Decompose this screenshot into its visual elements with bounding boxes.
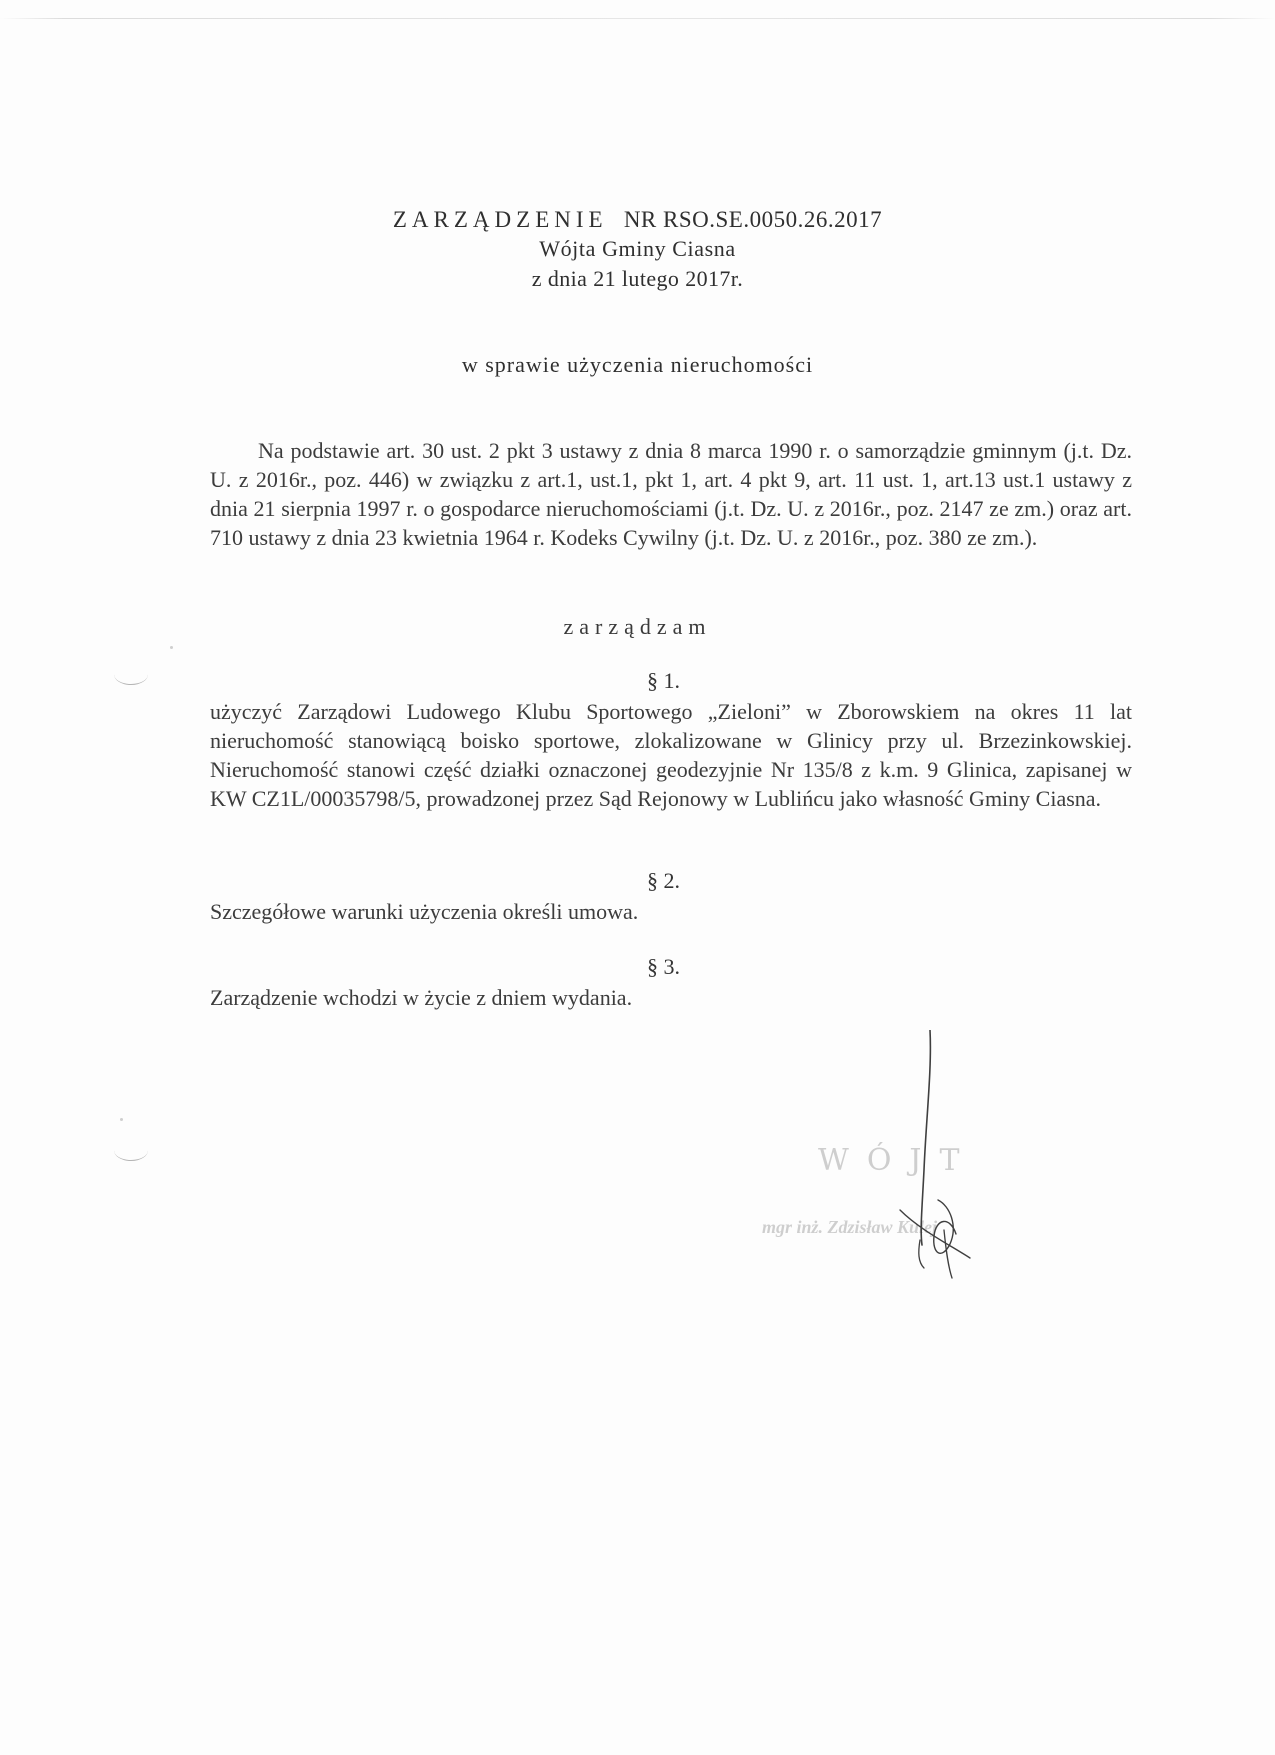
stamp-name: mgr inż. Zdzisław Kulej <box>762 1217 938 1237</box>
stamp-title: WÓJT <box>818 1143 978 1178</box>
section-mark-3: § 3. <box>647 954 680 979</box>
document-date: z dnia 21 lutego 2017r. <box>531 266 744 291</box>
decree-word: zarządzam <box>563 614 712 639</box>
scan-speck <box>170 646 173 649</box>
legal-basis-paragraph: Na podstawie art. 30 ust. 2 pkt 3 ustawy z dnia 8 marca 1990 r. o samorządzie gminnym (j.t. Dz. U. z 2016r., poz. 446) w związku z art.1, ust.1, pkt 1, art. 4 pkt 9, art. 11 ust. 1, art.13 ust.1 ustawy z dnia 21 sierpnia 1997 r. o gospodarce nieruchomościami (j.t. Dz. U. z 2016r., poz. 2147 ze zm.) oraz art. 710 ustawy z dnia 23 kwietnia 1964 r. Kodeks Cywilny (j.t. Dz. U. z 2016r., poz. 380 ze zm.). <box>210 438 1132 550</box>
punch-hole-mark <box>114 1140 148 1161</box>
document-subject: w sprawie użyczenia nieruchomości <box>461 352 814 377</box>
title-word: ZARZĄDZENIE <box>392 207 608 232</box>
title-number: NR RSO.SE.0050.26.2017 <box>623 207 883 232</box>
scan-speck <box>120 1118 123 1121</box>
section-mark-2: § 2. <box>647 868 680 893</box>
section-text-2: Szczegółowe warunki użyczenia określi umowa. <box>210 899 639 924</box>
document-title <box>0 207 1275 233</box>
section-text-1: użyczyć Zarządowi Ludowego Klubu Sportowego „Zieloni” w Zborowskiem na okres 11 lat nieruchomość stanowiącą boisko sportowe, zlokalizowane w Glinicy przy ul. Brzezinkowskiej. Nieruchomość stanowi część działki oznaczonej geodezyjnie Nr 135/8 z k.m. 9 Glinica, zapisanej w KW CZ1L/00035798/5, prowadzonej przez Sąd Rejonowy w Lublińcu jako własność Gminy Ciasna. <box>210 699 1132 811</box>
section-text-3: Zarządzenie wchodzi w życie z dniem wydania. <box>210 985 633 1010</box>
handwritten-signature-icon <box>880 1030 1000 1280</box>
scan-edge <box>0 18 1275 19</box>
section-mark-1: § 1. <box>647 668 680 693</box>
issuing-authority: Wójta Gminy Ciasna <box>539 236 736 261</box>
